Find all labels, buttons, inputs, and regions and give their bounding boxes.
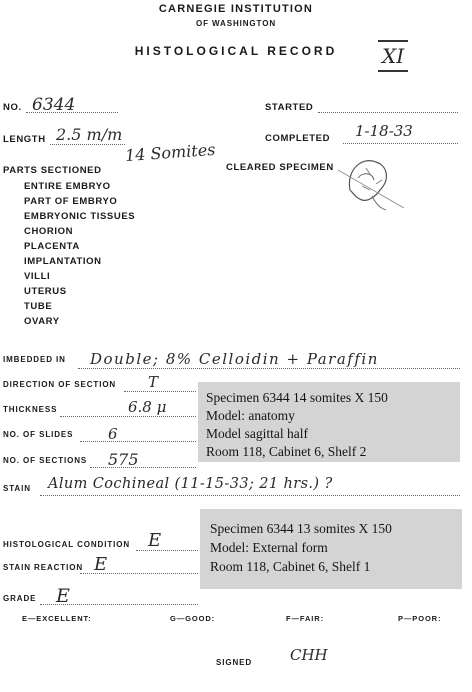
direction-line [124, 391, 196, 392]
length-value: 2.5 m/m [56, 125, 123, 144]
part-implantation: IMPLANTATION [24, 256, 102, 267]
no-label: NO. [3, 102, 22, 113]
imbedded-line [78, 368, 460, 369]
grade-label: GRADE [3, 594, 37, 603]
legend-excellent: E—EXCELLENT: [22, 614, 92, 623]
part-villi: VILLI [24, 271, 51, 282]
slides-line [80, 441, 196, 442]
imbedded-label: IMBEDDED IN [3, 355, 66, 364]
stain-reaction-value: E [94, 554, 108, 575]
length-label: LENGTH [3, 134, 46, 145]
direction-label: DIRECTION OF SECTION [3, 380, 117, 389]
sections-label: NO. OF SECTIONS [3, 456, 88, 465]
histological-condition-label: HISTOLOGICAL CONDITION [3, 540, 131, 549]
stain-label: STAIN [3, 484, 31, 493]
specimen-sketch [332, 150, 412, 214]
slip-anatomy-line-1: Specimen 6344 14 somites X 150 [206, 390, 388, 405]
slip-anatomy-line-4: Room 118, Cabinet 6, Shelf 2 [206, 444, 367, 459]
slip-external-line-3: Room 118, Cabinet 6, Shelf 1 [210, 559, 371, 574]
roman-numeral: XI [382, 44, 405, 68]
page-title: HISTOLOGICAL RECORD [134, 44, 338, 58]
grade-value: E [56, 585, 70, 607]
part-ovary: OVARY [24, 316, 60, 327]
part-of-embryo: PART OF EMBRYO [24, 196, 118, 207]
signature-value: CHH [290, 646, 328, 664]
legend-good: G—GOOD: [170, 614, 216, 623]
part-entire-embryo: ENTIRE EMBRYO [24, 181, 111, 192]
institution-name: CARNEGIE INSTITUTION [158, 3, 314, 15]
part-chorion: CHORION [24, 226, 74, 237]
thickness-label: THICKNESS [3, 405, 58, 414]
institution-subtitle: OF WASHINGTON [196, 19, 276, 28]
thickness-value: 6.8 μ [128, 398, 167, 416]
slip-external-line-2: Model: External form [210, 540, 328, 555]
stain-line [40, 495, 460, 496]
slides-label: NO. OF SLIDES [3, 430, 74, 439]
histological-condition-value: E [148, 530, 162, 551]
specimen-slip-anatomy [198, 382, 460, 462]
imbedded-value: Double; 8% Celloidin + Paraffin [90, 350, 379, 368]
part-placenta: PLACENTA [24, 241, 80, 252]
thickness-line [60, 416, 196, 417]
signed-label: SIGNED [216, 658, 253, 667]
histological-condition-line [136, 550, 198, 551]
stain-reaction-label: STAIN REACTION [3, 563, 84, 572]
legend-fair: F—FAIR: [286, 614, 324, 623]
completed-date: 1-18-33 [355, 122, 413, 140]
started-label: STARTED [265, 102, 314, 113]
part-uterus: UTERUS [24, 286, 67, 297]
slip-anatomy-line-2: Model: anatomy [206, 408, 295, 423]
parts-sectioned-label: PARTS SECTIONED [3, 165, 102, 176]
completed-line [343, 143, 458, 144]
stain-value: Alum Cochineal (11-15-33; 21 hrs.) ? [48, 476, 333, 492]
roman-numeral-stamp [378, 40, 408, 74]
sections-line [90, 467, 196, 468]
direction-value: T [148, 373, 159, 391]
slip-external-line-1: Specimen 6344 13 somites X 150 [210, 521, 392, 536]
completed-label: COMPLETED [265, 133, 331, 144]
part-tube: TUBE [24, 301, 53, 312]
sections-value: 575 [108, 450, 139, 469]
specimen-number: 6344 [32, 95, 76, 115]
legend-poor: P—POOR: [398, 614, 442, 623]
length-note: 14 Somites [124, 139, 216, 166]
specimen-slip-external [200, 509, 462, 589]
part-embryonic-tissues: EMBRYONIC TISSUES [24, 211, 136, 222]
length-line [50, 144, 125, 145]
cleared-specimen-label: CLEARED SPECIMEN [226, 162, 334, 173]
slip-anatomy-line-3: Model sagittal half [206, 426, 308, 441]
slides-value: 6 [108, 425, 118, 443]
started-line [318, 112, 458, 113]
